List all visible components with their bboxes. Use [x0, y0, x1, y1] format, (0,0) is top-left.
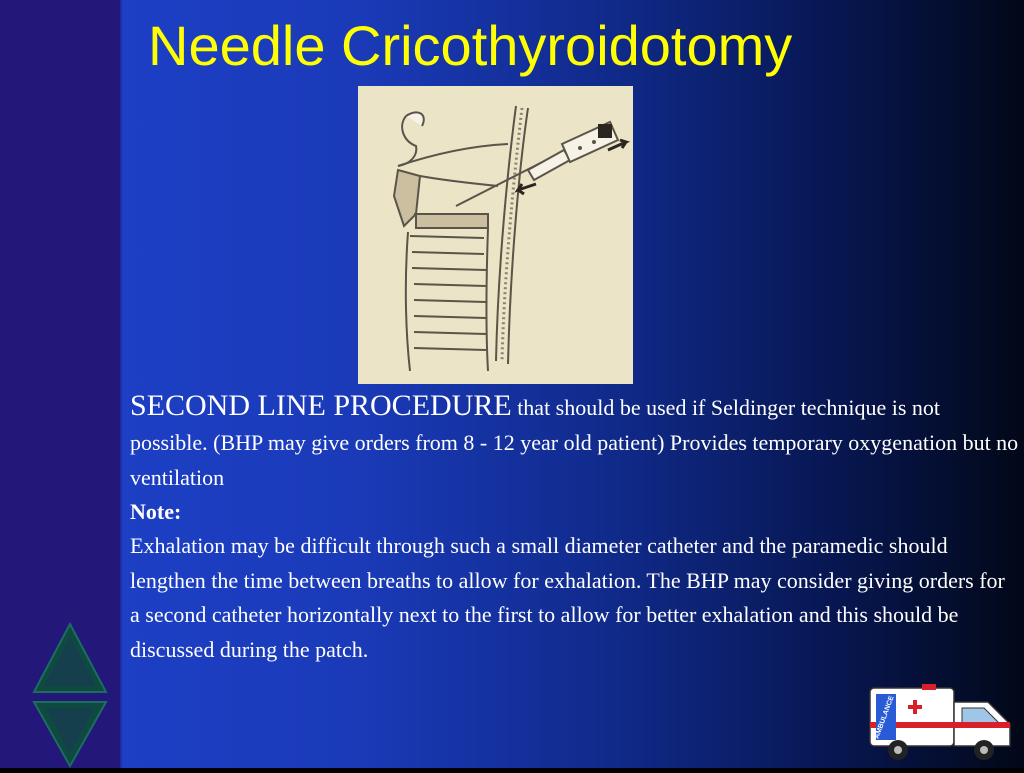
procedure-paragraph	[130, 388, 1020, 495]
ambulance-label: AMBULANCE	[873, 695, 896, 740]
airway-drawing	[358, 86, 633, 384]
triangle-logo-icon	[32, 622, 108, 768]
airway-illustration	[358, 86, 633, 384]
note-text: Exhalation may be difficult through such a small diameter catheter and the paramedic should lengthen the time between breaths to allow for exhalation. The BHP may consider giving orders for a second catheter horizontally next to the first to allow for better exhalation and this should be discussed during the patch.	[130, 533, 1005, 662]
slide-title: Needle Cricothyroidotomy	[148, 14, 793, 77]
procedure-lead: SECOND LINE PROCEDURE	[130, 389, 512, 422]
body-text	[130, 388, 1020, 667]
procedure-description: that should be used if Seldinger technique is not possible. (BHP may give orders from 8 - 12 year old patient) Provides temporary oxygenation but no ventilation	[130, 395, 1019, 490]
note-label: Note:	[130, 499, 182, 524]
ambulance-icon	[866, 682, 1018, 764]
